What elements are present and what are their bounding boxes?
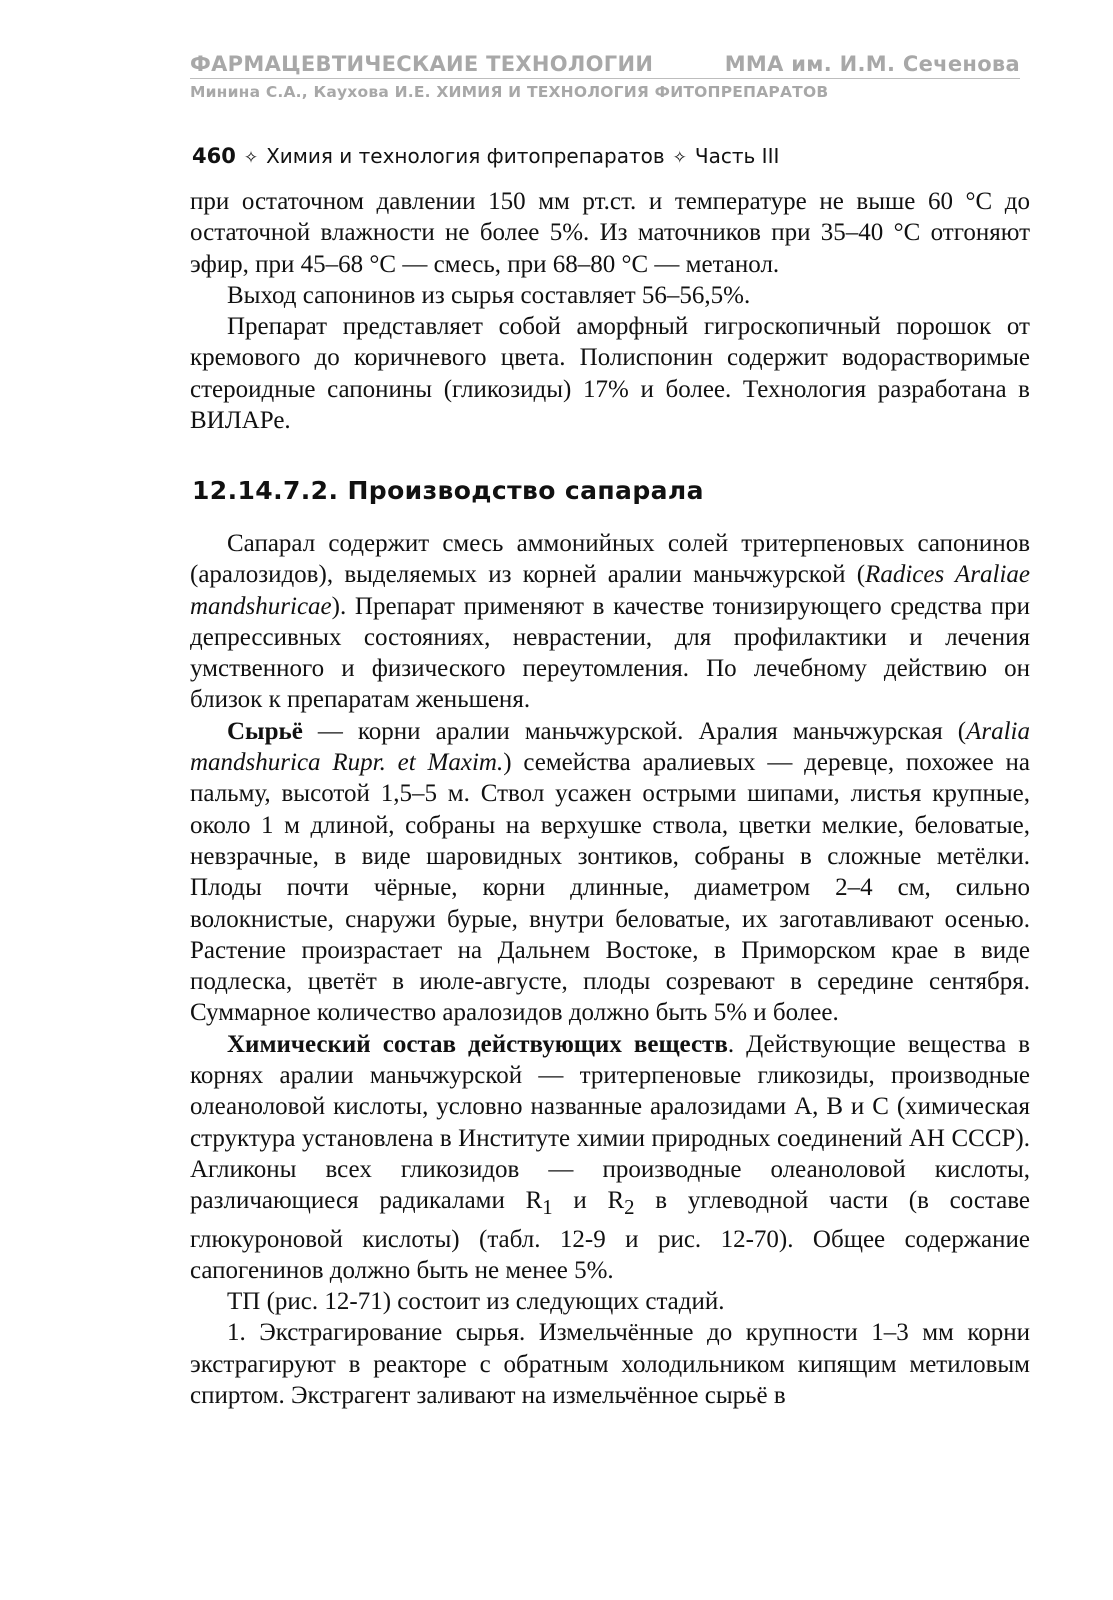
- section-heading: 12.14.7.2. Производство сапарала: [192, 476, 704, 505]
- subscript: 1: [542, 1195, 553, 1220]
- text-run: — корни аралии маньчжурской. Аралия маньчжурская (: [302, 717, 967, 745]
- paragraph: ТП (рис. 12-71) состоит из следующих стадий.: [227, 1288, 725, 1316]
- page-number: 460: [192, 144, 236, 168]
- text-run: Сапарал содержит смесь аммонийных солей тритерпеновых сапонинов (аралозидов), выделяемых из корней аралии маньчжурской (: [190, 530, 1030, 589]
- running-header: [192, 144, 1022, 168]
- paragraph: Выход сапонинов из сырья составляет 56–56,5%.: [227, 281, 751, 309]
- paragraph: Препарат представляет собой аморфный гигроскопичный порошок от кремового до коричневого цвета. Полиспонин содержит водорастворимые стероидные сапонины (гликозиды) 17% и более. Технология разработана в ВИЛАРе.: [190, 313, 1030, 435]
- text-block-main: [190, 528, 1030, 1411]
- paragraph: [190, 1029, 1030, 1286]
- separator-icon: ✧: [243, 148, 259, 168]
- paragraph: при остаточном давлении 150 мм рт.ст. и температуре не выше 60 °С до остаточной влажности не более 5%. Из маточников при 35–40 °С отгоняют эфир, при 45–68 °С — смесь, при 68–80 °С — метанол.: [190, 188, 1030, 278]
- subscript: 2: [624, 1195, 635, 1220]
- separator-icon: ✧: [672, 148, 687, 168]
- latin-name: Aralia mandshurica Rupr. et Maxim.: [190, 717, 1030, 777]
- text-run: и R: [552, 1187, 625, 1215]
- watermark-institution: ММА им. И.М. Сеченова: [724, 52, 1020, 76]
- book-part: Часть III: [694, 144, 780, 168]
- watermark-authors: Минина С.А., Каухова И.Е. ХИМИЯ И ТЕХНОЛОГИЯ ФИТОПРЕПАРАТОВ: [190, 83, 829, 101]
- watermark-top-row: [190, 52, 1020, 79]
- run-in-heading: Сырьё: [227, 717, 303, 745]
- text-run: ) семейства аралиевых — деревце, похожее на пальму, высотой 1,5–5 м. Ствол усажен острыми шипами, листья крупные, около 1 м длиной, собраны на верхушке ствола, цветки мелкие, беловатые, невзрачные, в виде шаровидных зонтиков, собраны в сложные метёлки. Плоды почти чёрные, корни длинные, диаметром 2–4 см, сильно волокнистые, снаружи бурые, внутри беловатые, их заготавливают осенью. Растение произрастает на Дальнем Востоке, в Приморском крае в виде подлеска, цветёт в июле-августе, плоды созревают в середине сентября. Суммарное количество аралозидов должно быть 5% и более.: [190, 749, 1030, 1027]
- text-block-top: [190, 186, 1030, 436]
- book-title: Химия и технология фитопрепаратов: [266, 144, 665, 168]
- watermark-title: ФАРМАЦЕВТИЧЕСКАИЕ ТЕХНОЛОГИИ: [190, 52, 654, 76]
- text-run: ). Препарат применяют в качестве тонизирующего средства при депрессивных состояниях, неврастении, для профилактики и лечения умственного и физического переутомления. По лечебному действию он близок к препаратам женьшеня.: [190, 592, 1030, 714]
- paragraph: [190, 716, 1030, 1029]
- paragraph: [190, 528, 1030, 716]
- paragraph: 1. Экстрагирование сырья. Измельчённые до крупности 1–3 мм корни экстрагируют в реакторе с обратным холодильником кипящим метиловым спиртом. Экстрагент заливают на измельчённое сырьё в: [190, 1319, 1030, 1410]
- run-in-heading: Химический состав действующих веществ: [227, 1030, 728, 1058]
- latin-name: Radices Araliae mandshuricae: [190, 561, 1030, 620]
- text-run: в углеводной части (в составе глюкуроновой кислоты) (табл. 12-9 и рис. 12-70). Общее содержание сапогенинов должно быть не менее 5%.: [190, 1187, 1030, 1284]
- watermark-header: [190, 52, 1020, 101]
- text-run: . Действующие вещества в корнях аралии маньчжурской — тритерпеновые гликозиды, производные олеаноловой кислоты, условно названные аралозидами А, В и С (химическая структура установлена в Институте химии природных соединений АН СССР). Агликоны всех гликозидов — производные олеаноловой кислоты, различающиеся радикалами R: [190, 1030, 1031, 1215]
